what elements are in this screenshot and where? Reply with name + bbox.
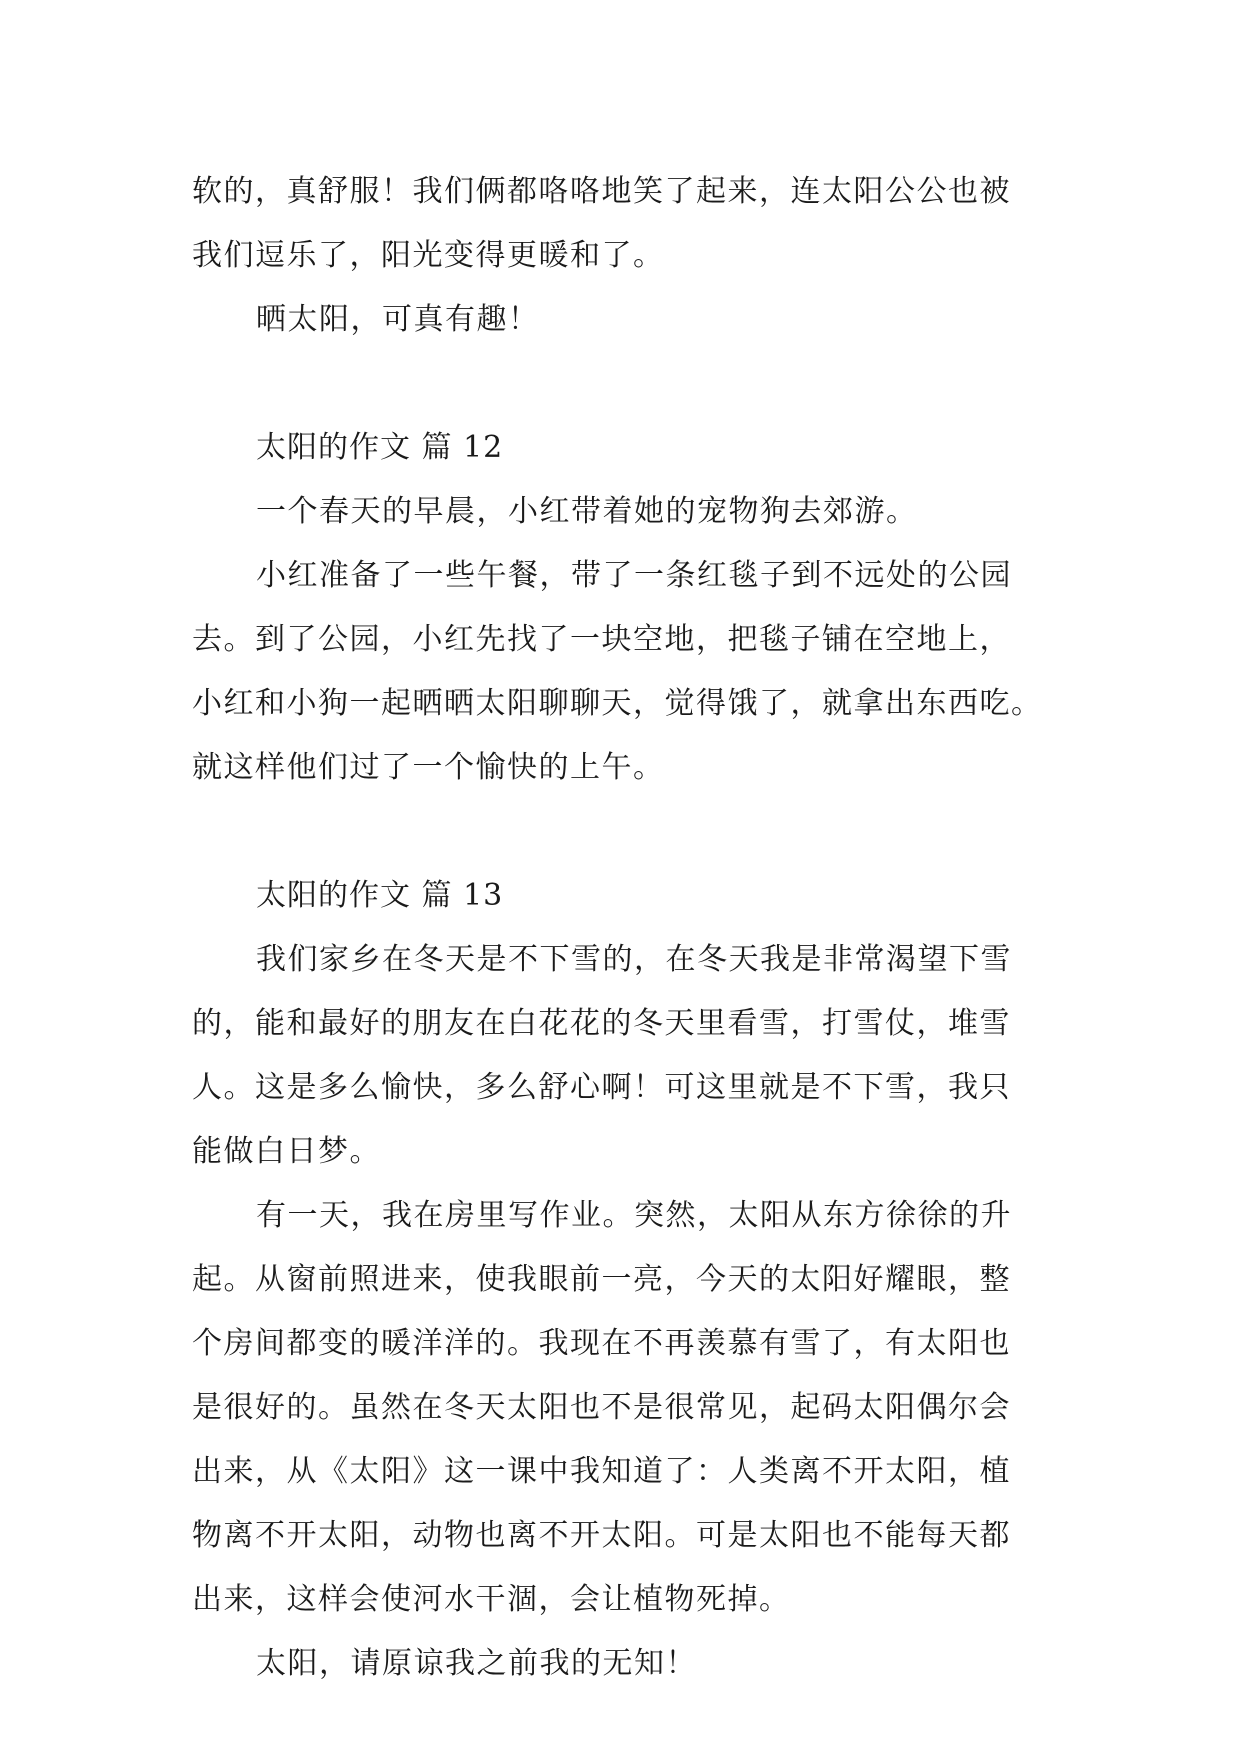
body-line: 是很好的。虽然在冬天太阳也不是很常见，起码太阳偶尔会 <box>192 1390 1011 1425</box>
paragraph-line: 太阳，请原谅我之前我的无知！ <box>256 1646 697 1681</box>
section-gap <box>192 800 1052 864</box>
body-line: 软的，真舒服！我们俩都咯咯地笑了起来，连太阳公公也被 <box>192 174 1011 209</box>
body-line: 能做白日梦。 <box>192 1134 381 1169</box>
body-line: 个房间都变的暖洋洋的。我现在不再羡慕有雪了，有太阳也 <box>192 1326 1011 1361</box>
body-line: 的，能和最好的朋友在白花花的冬天里看雪，打雪仗，堆雪 <box>192 1006 1011 1041</box>
body-line: 物离不开太阳，动物也离不开太阳。可是太阳也不能每天都 <box>192 1518 1011 1553</box>
body-line: 起。从窗前照进来，使我眼前一亮，今天的太阳好耀眼，整 <box>192 1262 1011 1297</box>
body-line: 出来，从《太阳》这一课中我知道了：人类离不开太阳，植 <box>192 1454 1011 1489</box>
body-line: 就这样他们过了一个愉快的上午。 <box>192 750 665 785</box>
body-line: 去。到了公园，小红先找了一块空地，把毯子铺在空地上， <box>192 622 1011 657</box>
paragraph-line: 一个春天的早晨，小红带着她的宠物狗去郊游。 <box>256 494 918 529</box>
body-line: 小红和小狗一起晒晒太阳聊聊天，觉得饿了，就拿出东西吃。 <box>192 686 1043 721</box>
document-page <box>192 160 1052 1696</box>
body-line: 我们逗乐了，阳光变得更暖和了。 <box>192 238 665 273</box>
paragraph-line: 有一天，我在房里写作业。突然，太阳从东方徐徐的升 <box>256 1198 1012 1233</box>
paragraph-line: 晒太阳，可真有趣！ <box>256 302 540 337</box>
section-heading: 太阳的作文 篇 13 <box>256 878 504 913</box>
body-line: 人。这是多么愉快，多么舒心啊！可这里就是不下雪，我只 <box>192 1070 1011 1105</box>
paragraph-line: 小红准备了一些午餐，带了一条红毯子到不远处的公园 <box>256 558 1012 593</box>
section-heading: 太阳的作文 篇 12 <box>256 430 504 465</box>
body-line: 出来，这样会使河水干涸，会让植物死掉。 <box>192 1582 791 1617</box>
section-gap <box>192 352 1052 416</box>
paragraph-line: 我们家乡在冬天是不下雪的，在冬天我是非常渴望下雪 <box>256 942 1012 977</box>
